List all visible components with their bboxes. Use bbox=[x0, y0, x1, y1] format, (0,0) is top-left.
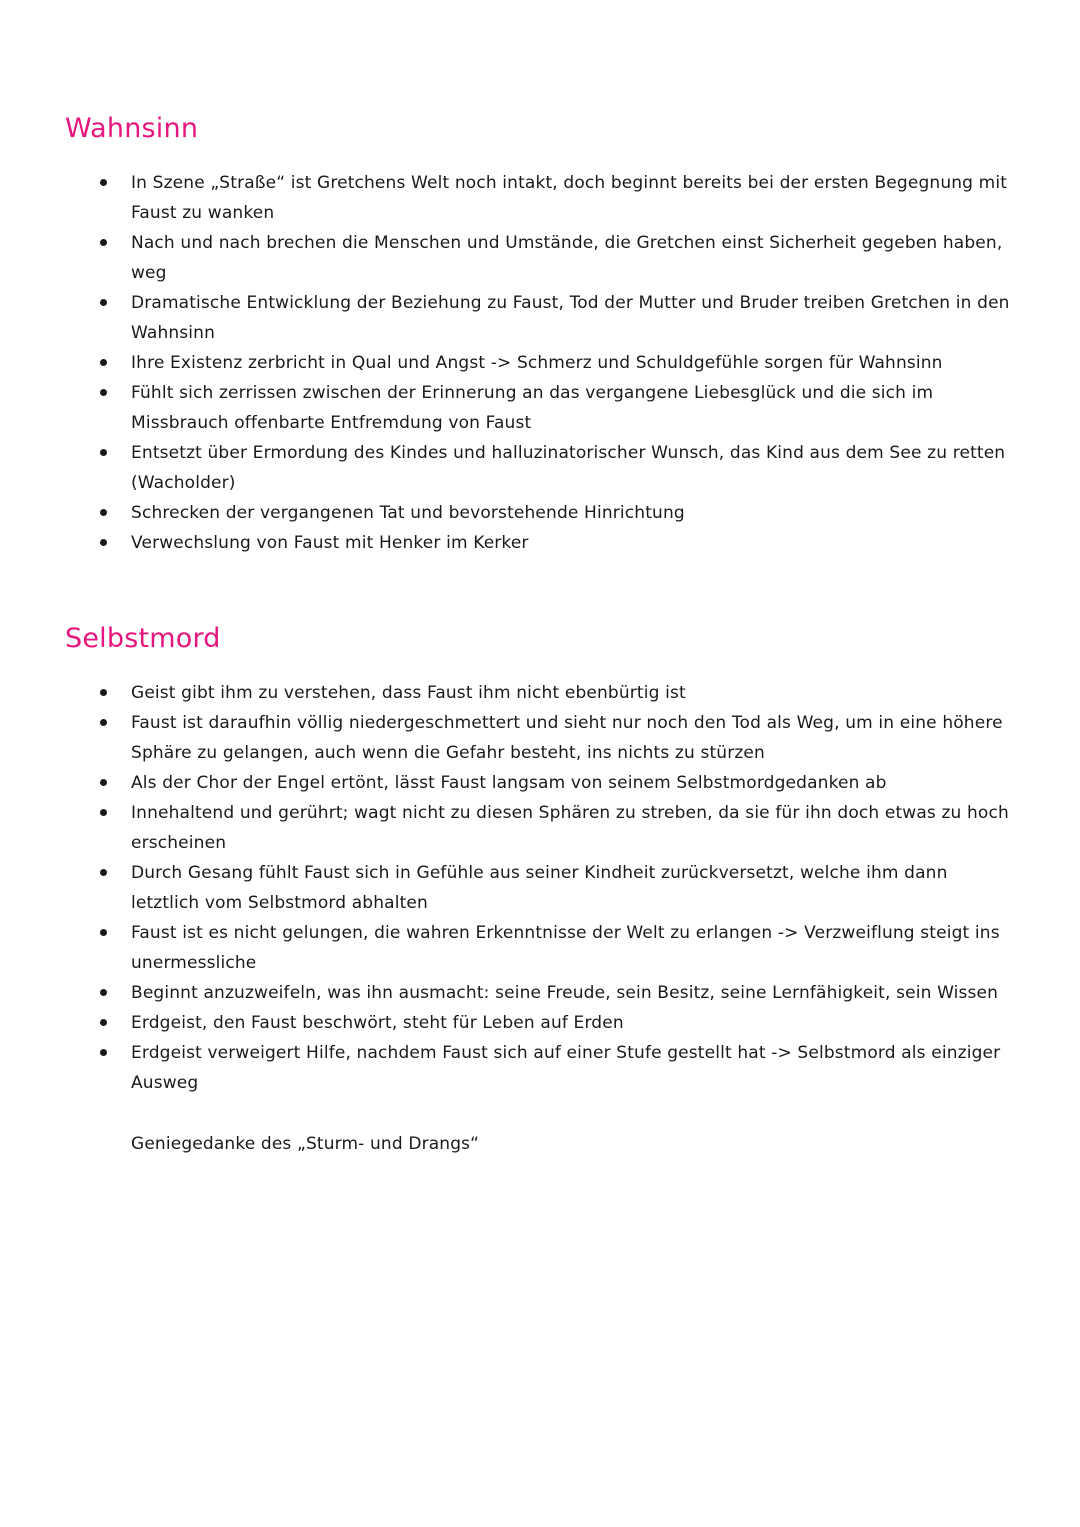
list-item bbox=[131, 348, 1021, 378]
list-item-text: Ihre Existenz zerbricht in Qual und Angst -> Schmerz und Schuldgefühle sorgen für Wahnsinn bbox=[131, 353, 943, 373]
bullet-icon bbox=[100, 719, 107, 726]
bullet-icon bbox=[100, 989, 107, 996]
bullet-icon bbox=[100, 689, 107, 696]
bullet-icon bbox=[100, 869, 107, 876]
bullet-icon bbox=[100, 1019, 107, 1026]
bullet-icon bbox=[100, 389, 107, 396]
bullet-icon bbox=[100, 299, 107, 306]
bullet-icon bbox=[100, 449, 107, 456]
list-item bbox=[131, 858, 1021, 918]
list-item bbox=[131, 1008, 1021, 1038]
list-item bbox=[131, 288, 1021, 348]
list-item-text: In Szene „Straße“ ist Gretchens Welt noch intakt, doch beginnt bereits bei der ersten Begegnung mit Faust zu wanken bbox=[131, 173, 1008, 223]
bullet-icon bbox=[100, 239, 107, 246]
bullet-list-wahnsinn bbox=[131, 168, 1021, 558]
list-item-text: Innehaltend und gerührt; wagt nicht zu diesen Sphären zu streben, da sie für ihn doch etwas zu hoch erscheinen bbox=[131, 803, 1009, 853]
list-item bbox=[131, 918, 1021, 978]
bullet-icon bbox=[100, 359, 107, 366]
list-item bbox=[131, 1038, 1021, 1098]
bullet-list-selbstmord bbox=[131, 678, 1021, 1098]
closing-note: Geniegedanke des „Sturm- und Drangs“ bbox=[131, 1134, 480, 1154]
list-item-text: Als der Chor der Engel ertönt, lässt Faust langsam von seinem Selbstmordgedanken ab bbox=[131, 773, 887, 793]
list-item bbox=[131, 768, 1021, 798]
list-item bbox=[131, 678, 1021, 708]
list-item bbox=[131, 438, 1021, 498]
list-item bbox=[131, 228, 1021, 288]
list-item-text: Faust ist es nicht gelungen, die wahren Erkenntnisse der Welt zu erlangen -> Verzweiflung steigt ins unermessliche bbox=[131, 923, 1000, 973]
bullet-icon bbox=[100, 509, 107, 516]
list-item-text: Verwechslung von Faust mit Henker im Kerker bbox=[131, 533, 529, 553]
list-item-text: Durch Gesang fühlt Faust sich in Gefühle aus seiner Kindheit zurückversetzt, welche ihm dann letztlich vom Selbstmord abhalten bbox=[131, 863, 948, 913]
list-item-text: Fühlt sich zerrissen zwischen der Erinnerung an das vergangene Liebesglück und die sich im Missbrauch offenbarte Entfremdung von Faust bbox=[131, 383, 934, 433]
list-item bbox=[131, 498, 1021, 528]
section-heading-wahnsinn: Wahnsinn bbox=[65, 113, 199, 144]
list-item-text: Schrecken der vergangenen Tat und bevorstehende Hinrichtung bbox=[131, 503, 685, 523]
list-item bbox=[131, 978, 1021, 1008]
bullet-icon bbox=[100, 1049, 107, 1056]
bullet-icon bbox=[100, 929, 107, 936]
list-item-text: Entsetzt über Ermordung des Kindes und halluzinatorischer Wunsch, das Kind aus dem See zu retten (Wacholder) bbox=[131, 443, 1006, 493]
list-item-text: Beginnt anzuzweifeln, was ihn ausmacht: seine Freude, sein Besitz, seine Lernfähigkeit, sein Wissen bbox=[131, 983, 999, 1003]
list-item bbox=[131, 168, 1021, 228]
list-item bbox=[131, 798, 1021, 858]
bullet-icon bbox=[100, 809, 107, 816]
list-item-text: Faust ist daraufhin völlig niedergeschmettert und sieht nur noch den Tod als Weg, um in eine höhere Sphäre zu gelangen, auch wenn die Gefahr besteht, ins nichts zu stürzen bbox=[131, 713, 1003, 763]
bullet-icon bbox=[100, 539, 107, 546]
list-item bbox=[131, 378, 1021, 438]
list-item bbox=[131, 528, 1021, 558]
bullet-icon bbox=[100, 179, 107, 186]
list-item-text: Nach und nach brechen die Menschen und Umstände, die Gretchen einst Sicherheit gegeben haben, weg bbox=[131, 233, 1003, 283]
list-item-text: Erdgeist, den Faust beschwört, steht für Leben auf Erden bbox=[131, 1013, 624, 1033]
bullet-icon bbox=[100, 779, 107, 786]
list-item-text: Geist gibt ihm zu verstehen, dass Faust ihm nicht ebenbürtig ist bbox=[131, 683, 686, 703]
list-item bbox=[131, 708, 1021, 768]
list-item-text: Dramatische Entwicklung der Beziehung zu Faust, Tod der Mutter und Bruder treiben Gretchen in den Wahnsinn bbox=[131, 293, 1010, 343]
section-heading-selbstmord: Selbstmord bbox=[65, 623, 221, 654]
list-item-text: Erdgeist verweigert Hilfe, nachdem Faust sich auf einer Stufe gestellt hat -> Selbstmord als einziger Ausweg bbox=[131, 1043, 1001, 1093]
